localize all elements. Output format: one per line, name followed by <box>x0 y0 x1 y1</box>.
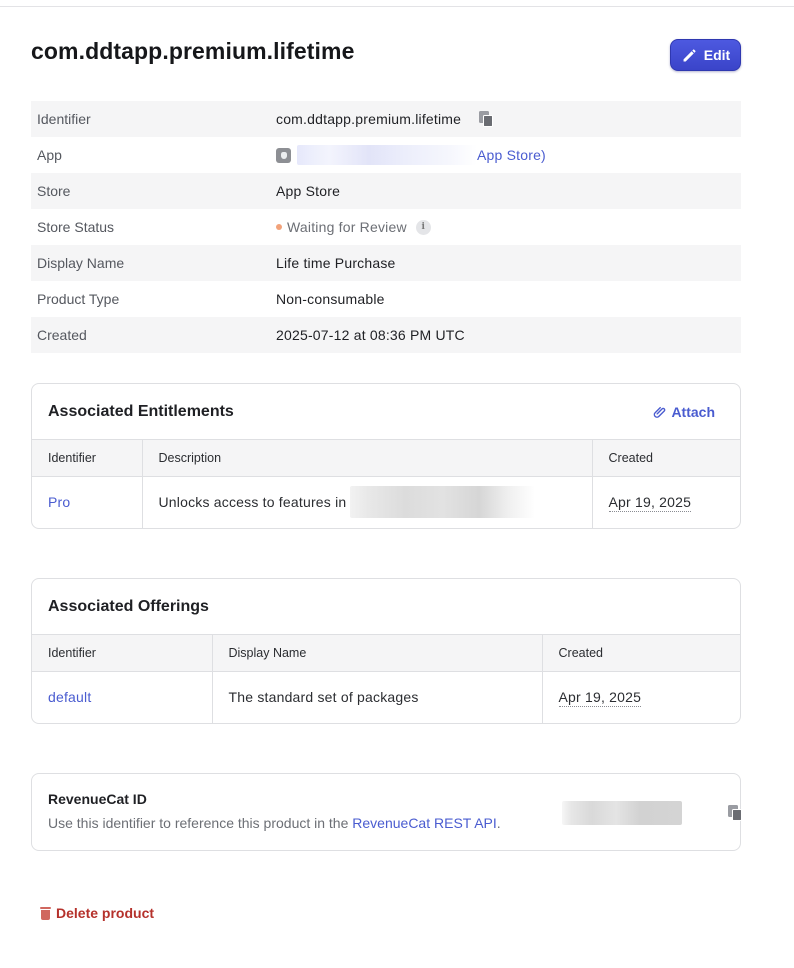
paperclip-icon <box>653 405 666 418</box>
column-header: Display Name <box>212 635 542 671</box>
redacted-description <box>350 486 535 518</box>
top-divider <box>0 6 794 7</box>
edit-button[interactable] <box>670 39 741 71</box>
table-row[interactable] <box>32 671 740 723</box>
column-header: Created <box>592 440 740 476</box>
entitlements-title: Associated Entitlements <box>48 402 234 420</box>
detail-label: Created <box>37 327 87 343</box>
app-link[interactable] <box>276 145 546 165</box>
apple-icon <box>276 148 291 163</box>
column-header: Identifier <box>32 635 212 671</box>
offering-display-name: The standard set of packages <box>212 671 542 723</box>
revenuecat-id-description: Use this identifier to reference this product in the RevenueCat REST API. <box>48 815 501 831</box>
redacted-revenuecat-id <box>562 801 682 825</box>
attach-label: Attach <box>671 403 715 420</box>
store-value: App Store <box>276 183 341 199</box>
detail-row-app <box>31 137 741 173</box>
edit-button-label: Edit <box>703 47 731 63</box>
detail-row-display-name <box>31 245 741 281</box>
table-row[interactable] <box>32 476 740 528</box>
column-header: Identifier <box>32 440 142 476</box>
redacted-app-name <box>297 145 477 165</box>
column-header: Created <box>542 635 740 671</box>
offering-created: Apr 19, 2025 <box>558 689 642 706</box>
column-header: Description <box>142 440 592 476</box>
attach-button[interactable] <box>653 404 715 420</box>
detail-label: Identifier <box>37 111 91 127</box>
page-title: com.ddtapp.premium.lifetime <box>31 38 355 64</box>
detail-row-product-type <box>31 281 741 317</box>
offerings-title: Associated Offerings <box>48 597 209 615</box>
app-store-link[interactable]: App Store) <box>477 147 546 163</box>
offerings-table <box>32 635 740 723</box>
delete-product-label: Delete product <box>56 905 155 921</box>
detail-label: App <box>37 147 62 163</box>
offering-link[interactable]: default <box>48 689 92 706</box>
info-icon[interactable]: i <box>416 220 431 235</box>
trash-icon <box>40 907 51 920</box>
product-details <box>31 101 741 353</box>
detail-label: Store Status <box>37 219 115 235</box>
revenuecat-id-card <box>31 773 741 851</box>
pencil-icon <box>681 47 698 64</box>
store-status-value: Waiting for Review <box>287 219 407 235</box>
entitlements-table <box>32 440 740 528</box>
entitlement-created: Apr 19, 2025 <box>608 494 692 511</box>
offerings-card <box>31 578 741 724</box>
detail-row-store <box>31 173 741 209</box>
copy-icon[interactable] <box>479 111 493 127</box>
rest-api-link[interactable]: RevenueCat REST API <box>352 815 497 831</box>
detail-row-store-status <box>31 209 741 245</box>
status-dot-icon <box>276 224 282 230</box>
detail-label: Product Type <box>37 291 120 307</box>
detail-row-created <box>31 317 741 353</box>
revenuecat-id-title: RevenueCat ID <box>48 791 147 807</box>
detail-row-identifier <box>31 101 741 137</box>
identifier-value: com.ddtapp.premium.lifetime <box>276 111 462 127</box>
detail-label: Store <box>37 183 71 199</box>
entitlements-card <box>31 383 741 529</box>
delete-product-button[interactable] <box>40 905 154 921</box>
entitlement-description: Unlocks access to features in <box>158 494 347 511</box>
created-value: 2025-07-12 at 08:36 PM UTC <box>276 327 465 343</box>
detail-label: Display Name <box>37 255 125 271</box>
entitlement-link[interactable]: Pro <box>48 494 71 511</box>
display-name-value: Life time Purchase <box>276 255 396 271</box>
copy-icon[interactable] <box>728 805 742 821</box>
product-type-value: Non-consumable <box>276 291 385 307</box>
